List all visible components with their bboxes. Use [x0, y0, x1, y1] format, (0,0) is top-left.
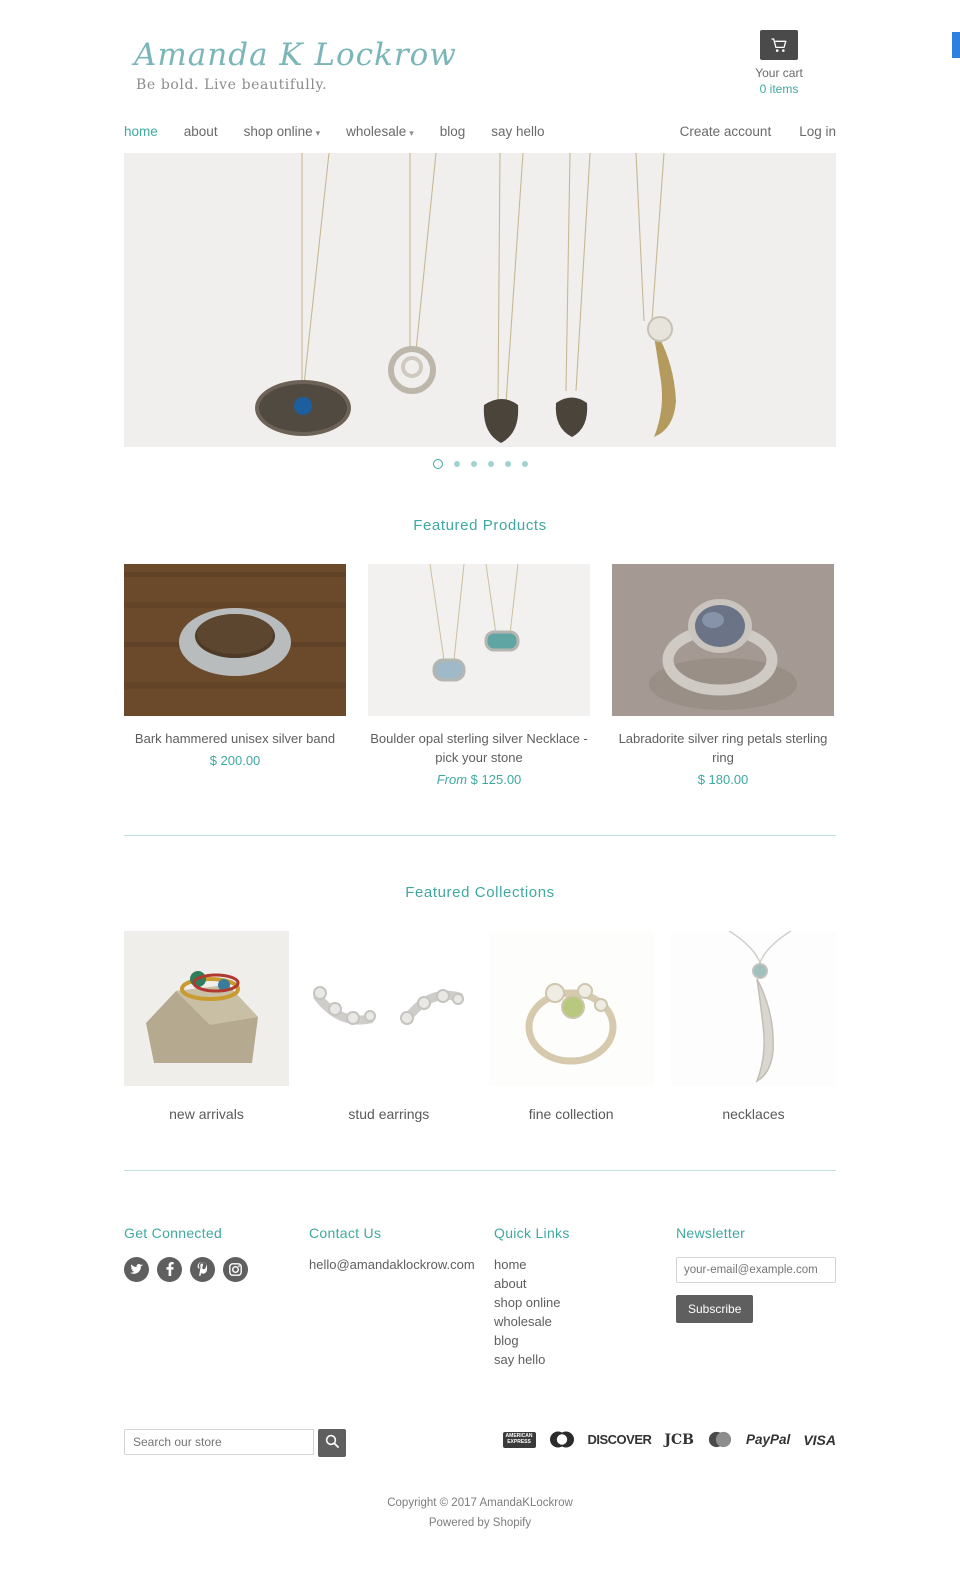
diners-club-icon	[549, 1432, 575, 1448]
nav-item-say-hello[interactable]	[491, 124, 544, 139]
footer-heading-get-connected: Get Connected	[124, 1224, 223, 1241]
product-price: $ 180.00	[697, 771, 749, 787]
product-card[interactable]	[612, 564, 834, 787]
search-input[interactable]	[124, 1429, 314, 1455]
site-footer	[124, 1225, 836, 1560]
payment-methods	[503, 1429, 836, 1448]
newsletter-email-input[interactable]	[676, 1257, 836, 1283]
collection-title[interactable]: new arrivals	[169, 1105, 244, 1122]
logo-wordmark: Amanda K Lockrow	[134, 37, 457, 73]
logo-tagline: Be bold. Live beautifully.	[136, 77, 328, 94]
section-divider	[124, 1170, 836, 1171]
featured-products-section	[124, 517, 836, 836]
slideshow-dot-4[interactable]	[488, 461, 494, 467]
product-title[interactable]: Boulder opal sterling silver Necklace - pick your stone	[370, 731, 588, 765]
slideshow-dot-6[interactable]	[522, 461, 528, 467]
site-logo[interactable]	[124, 30, 457, 93]
footer-quick-links	[494, 1225, 676, 1371]
footer-get-connected	[124, 1225, 309, 1371]
collection-title[interactable]: stud earrings	[348, 1105, 430, 1122]
site-header	[0, 0, 960, 96]
product-image[interactable]	[368, 564, 590, 716]
quick-link-shop-online[interactable]: shop online	[494, 1294, 561, 1310]
hero-slide-image	[124, 153, 836, 447]
product-price: $ 200.00	[209, 752, 261, 768]
collection-image[interactable]	[489, 931, 654, 1086]
hero-slideshow[interactable]	[124, 153, 836, 447]
quick-link-blog[interactable]: blog	[494, 1332, 519, 1348]
chevron-down-icon: ▾	[315, 128, 321, 138]
nav-item-about[interactable]	[184, 124, 218, 139]
log-in-link[interactable]: Log in	[799, 124, 836, 139]
slideshow-dot-1[interactable]	[433, 459, 443, 469]
nav-item-home[interactable]	[124, 124, 158, 139]
quick-link-item[interactable]	[494, 1295, 676, 1310]
nav-item-log-in[interactable]	[799, 124, 836, 139]
mastercard-icon	[707, 1432, 733, 1448]
footer-bottom-bar	[124, 1429, 836, 1457]
quick-link-home[interactable]: home	[494, 1256, 527, 1272]
footer-heading-quick-links: Quick Links	[494, 1224, 570, 1241]
shopping-cart-icon	[771, 38, 787, 53]
jcb-icon: JCB	[664, 1431, 695, 1448]
featured-collections-title: Featured Collections	[405, 883, 555, 901]
cart-item-count[interactable]: 0 items	[759, 82, 799, 96]
section-divider	[124, 835, 836, 836]
account-nav	[652, 124, 836, 139]
nav-link-say-hello[interactable]: say hello	[491, 124, 545, 139]
product-title[interactable]: Labradorite silver ring petals sterling ring	[618, 731, 828, 765]
collection-card[interactable]	[489, 931, 654, 1122]
collection-title[interactable]: fine collection	[528, 1105, 614, 1122]
slideshow-dot-2[interactable]	[454, 461, 460, 467]
product-title[interactable]: Bark hammered unisex silver band	[134, 731, 336, 746]
twitter-icon[interactable]	[124, 1257, 149, 1282]
nav-item-wholesale[interactable]	[346, 124, 414, 139]
instagram-icon[interactable]	[223, 1257, 248, 1282]
visa-icon: VISA	[803, 1431, 836, 1448]
nav-item-shop-online[interactable]	[244, 124, 321, 139]
featured-products-title: Featured Products	[413, 517, 547, 534]
quick-link-about[interactable]: about	[494, 1275, 527, 1291]
nav-link-shop-online[interactable]: shop online	[243, 124, 313, 139]
copyright-text: Copyright © 2017 AmandaKLockrow	[387, 1496, 573, 1509]
price-value: $ 125.00	[470, 771, 522, 787]
collection-image[interactable]	[671, 931, 836, 1086]
product-image[interactable]	[612, 564, 834, 716]
quick-link-wholesale[interactable]: wholesale	[494, 1313, 552, 1329]
pinterest-icon[interactable]	[190, 1257, 215, 1282]
slideshow-pagination[interactable]	[124, 459, 836, 469]
footer-newsletter	[676, 1225, 836, 1371]
chevron-down-icon: ▾	[409, 128, 414, 138]
create-account-link[interactable]: Create account	[679, 124, 772, 139]
price-from-label: From	[436, 771, 468, 787]
quick-link-say-hello[interactable]: say hello	[494, 1351, 546, 1367]
quick-link-item[interactable]	[494, 1333, 676, 1348]
cart-block[interactable]	[726, 30, 836, 96]
search-icon	[325, 1434, 339, 1451]
collection-card[interactable]	[124, 931, 289, 1122]
quick-link-item[interactable]	[494, 1314, 676, 1329]
slideshow-dot-5[interactable]	[505, 461, 511, 467]
nav-link-wholesale[interactable]: wholesale	[346, 124, 407, 139]
quick-link-item[interactable]	[494, 1257, 676, 1272]
nav-item-create-account[interactable]	[680, 124, 772, 139]
footer-contact-us	[309, 1225, 494, 1371]
copyright-block	[124, 1493, 836, 1560]
powered-by-text[interactable]: Powered by Shopify	[428, 1517, 532, 1530]
collection-title[interactable]: necklaces	[722, 1105, 785, 1122]
store-search	[124, 1429, 346, 1457]
primary-nav	[124, 124, 545, 139]
discover-icon: DISCOVER	[587, 1432, 652, 1448]
facebook-icon[interactable]	[157, 1257, 182, 1282]
cart-label: Your cart	[755, 66, 803, 80]
contact-email[interactable]: hello@amandaklockrow.com	[309, 1256, 475, 1272]
subscribe-button[interactable]: Subscribe	[676, 1295, 753, 1323]
paypal-icon: PayPal	[746, 1432, 791, 1448]
american-express-icon: AMERICAN EXPRESS	[503, 1432, 536, 1448]
product-card[interactable]	[124, 564, 346, 787]
collection-image[interactable]	[124, 931, 289, 1086]
collection-image[interactable]	[306, 931, 471, 1086]
quick-link-item[interactable]	[494, 1276, 676, 1291]
nav-link-home[interactable]: home	[124, 124, 158, 139]
collection-card[interactable]	[306, 931, 471, 1122]
collection-card[interactable]	[671, 931, 836, 1122]
nav-link-blog[interactable]: blog	[439, 124, 466, 139]
footer-heading-newsletter: Newsletter	[676, 1224, 746, 1241]
slideshow-dot-3[interactable]	[471, 461, 477, 467]
hero-slideshow-section	[124, 153, 836, 469]
featured-collections-section	[124, 884, 836, 1171]
product-image[interactable]	[124, 564, 346, 716]
product-card[interactable]	[368, 564, 590, 787]
main-navigation-bar	[124, 124, 836, 147]
nav-item-blog[interactable]	[440, 124, 466, 139]
footer-heading-contact-us: Contact Us	[309, 1224, 382, 1241]
search-button[interactable]	[318, 1429, 346, 1457]
nav-link-about[interactable]: about	[183, 124, 218, 139]
cart-button[interactable]	[760, 30, 798, 60]
browser-edge-marker	[952, 32, 960, 58]
product-price	[368, 772, 590, 787]
quick-link-item[interactable]	[494, 1352, 676, 1367]
